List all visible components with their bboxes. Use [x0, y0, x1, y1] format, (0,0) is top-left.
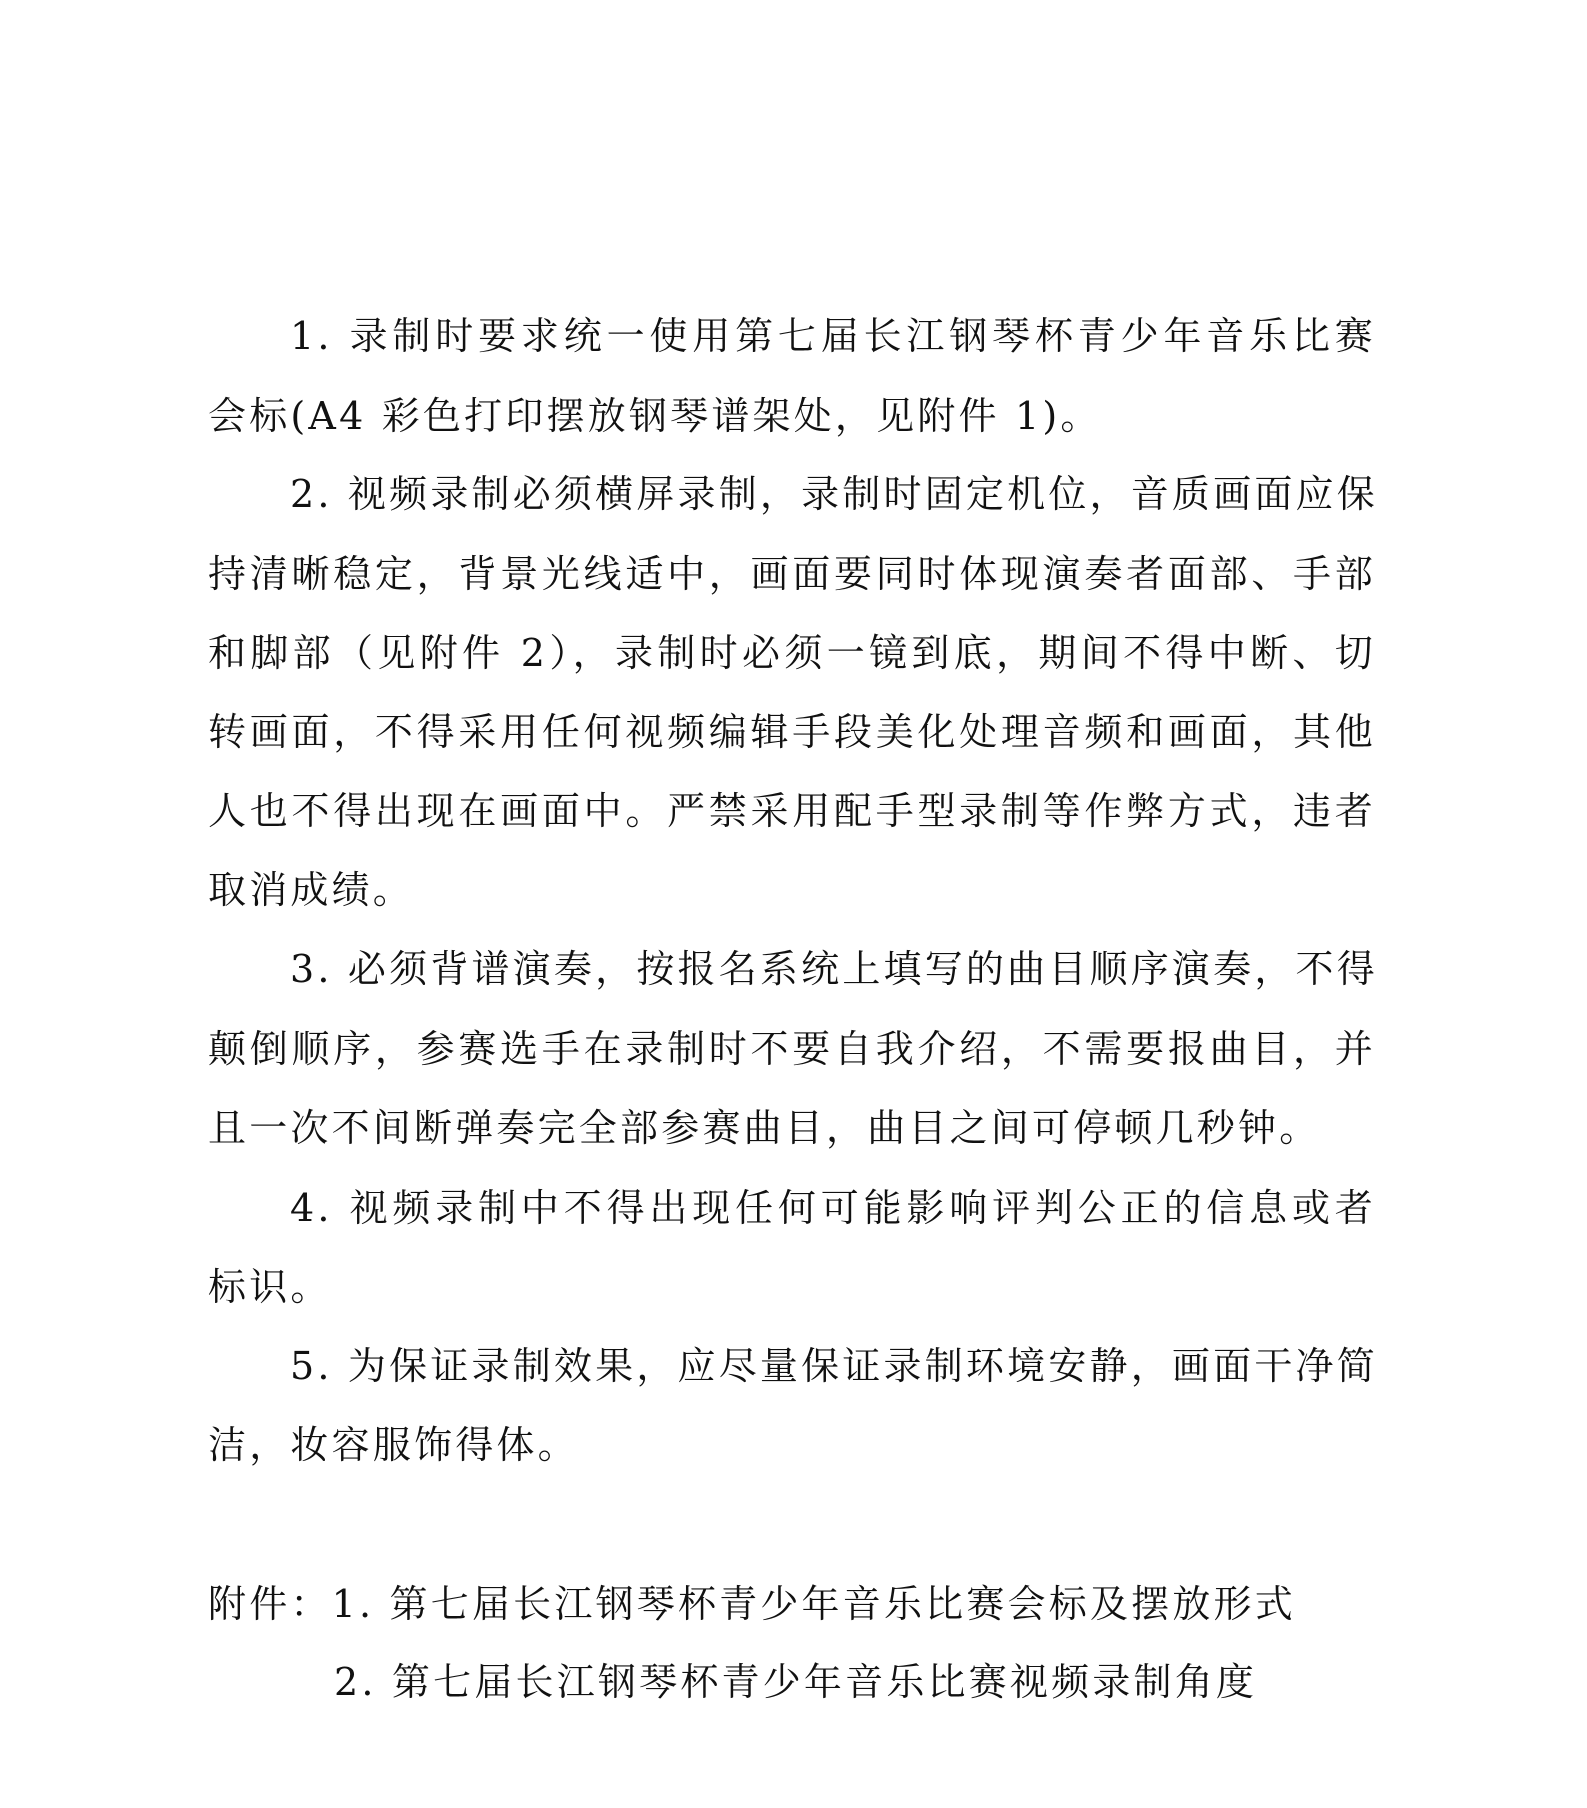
paragraph-line: 2. 视频录制必须横屏录制，录制时固定机位，音质画面应保 — [290, 472, 1378, 516]
paragraph-line: 取消成绩。 — [208, 868, 415, 912]
attachment-item-1 — [208, 1578, 1308, 1630]
paragraph-line: 1. 录制时要求统一使用第七届长江钢琴杯青少年音乐比赛 — [290, 314, 1376, 358]
paragraph-line: 颠倒顺序，参赛选手在录制时不要自我介绍，不需要报曲目，并 — [208, 1027, 1376, 1071]
paragraph-line: 4. 视频录制中不得出现任何可能影响评判公正的信息或者 — [290, 1186, 1376, 1230]
attachment-title: 1. 第七届长江钢琴杯青少年音乐比赛会标及摆放形式 — [331, 1582, 1296, 1626]
paragraph-line: 转画面，不得采用任何视频编辑手段美化处理音频和画面，其他 — [208, 710, 1376, 754]
attachment-item-2: 2. 第七届长江钢琴杯青少年音乐比赛视频录制角度 — [334, 1660, 1258, 1704]
paragraph-line: 会标(A4 彩色打印摆放钢琴谱架处，见附件 1)。 — [208, 394, 1102, 438]
paragraph-line: 和脚部（见附件 2），录制时必须一镜到底，期间不得中断、切 — [208, 631, 1376, 675]
paragraph-line: 持清晰稳定，背景光线适中，画面要同时体现演奏者面部、手部 — [208, 552, 1376, 596]
paragraph-line: 且一次不间断弹奏完全部参赛曲目，曲目之间可停顿几秒钟。 — [208, 1106, 1321, 1150]
paragraph-line: 3. 必须背谱演奏，按报名系统上填写的曲目顺序演奏，不得 — [290, 947, 1378, 991]
paragraph-line: 洁，妆容服饰得体。 — [208, 1423, 579, 1467]
paragraph-line: 标识。 — [208, 1265, 332, 1309]
paragraph-line: 人也不得出现在画面中。严禁采用配手型录制等作弊方式，违者 — [208, 789, 1376, 833]
paragraph-line: 5. 为保证录制效果，应尽量保证录制环境安静，画面干净简 — [290, 1344, 1378, 1388]
attachments-label: 附件： — [208, 1582, 332, 1626]
